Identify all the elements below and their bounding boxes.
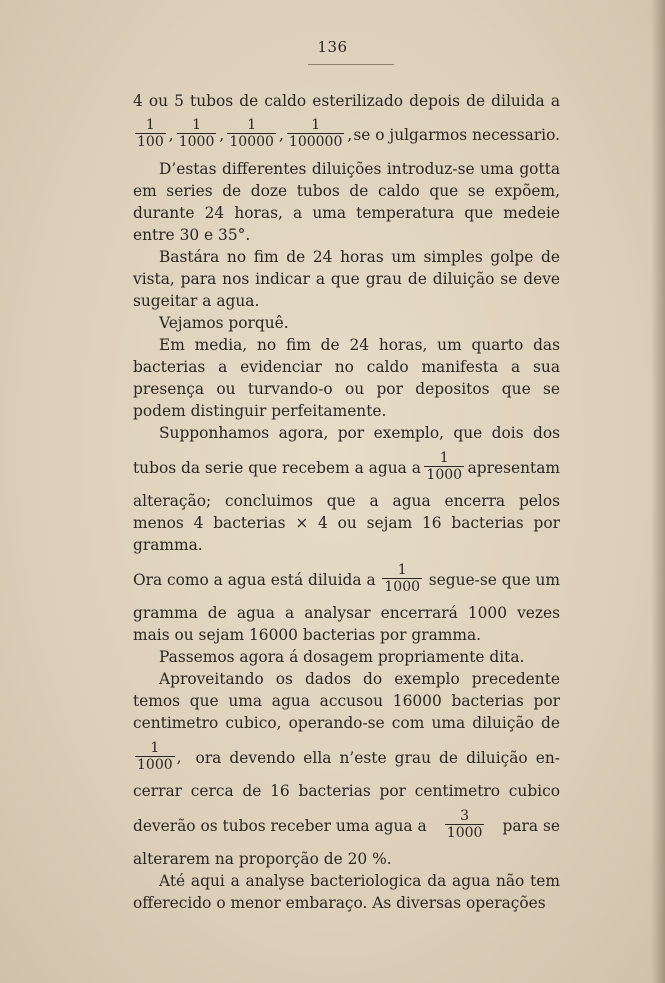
line-1: 4 ou 5 tubos de caldo esterilizado depois de diluida a bbox=[133, 92, 560, 110]
paragraph-3: Bastára no fim de 24 horas um simples golpe de vista, para nos indicar a que grau de diluição se deve sugeitar a agua. bbox=[133, 248, 560, 310]
paragraph-5: Em media, no fim de 24 horas, um quarto das bacterias a evidenciar no caldo manifesta a sua presença ou turvando-o ou por depositos que se podem distinguir perfeitamente. bbox=[133, 336, 560, 420]
paragraph-2: D’estas differentes diluições introduz-se uma gotta em series de doze tubos de caldo que se expõem, durante 24 horas, a uma temperatura que medeie entre 30 e 35°. bbox=[133, 160, 560, 244]
header-rule bbox=[308, 64, 394, 65]
fraction-1-1000: $\frac{1}{1000}$ bbox=[384, 561, 421, 595]
paragraph-8-fraction-line-1: $\frac{1}{1000}$ , ora devendo ella n’este grau de diluição en- bbox=[137, 739, 560, 773]
paragraph-7: Passemos agora á dosagem propriamente dita. bbox=[159, 648, 525, 666]
paragraph-6-fraction-line-1: tubos da serie que recebem a agua a $\frac{1}{1000}$ apresentam bbox=[133, 449, 560, 483]
fraction-line: $\frac{1}{100}$ , $\frac{1}{1000}$ , $\frac{1}{10000}$ , $\frac{1}{100000}$ , se o julgarmos necessario. bbox=[137, 116, 560, 150]
paragraph-8-line-5: alterarem na proporção de 20 %. bbox=[133, 850, 392, 868]
paragraph-6-line-5: gramma de agua a analysar encerrará 1000 vezes mais ou sejam 16000 bacterias por gramma. bbox=[133, 604, 560, 644]
paragraph-6-line-3: alteração; concluimos que a agua encerra pelos menos 4 bacterias × 4 ou sejam 16 bacterias por gramma. bbox=[133, 492, 560, 554]
fraction-3-1000: $\frac{3}{1000}$ bbox=[446, 807, 483, 841]
line-2-tail: se o julgarmos necessario. bbox=[353, 126, 560, 144]
paragraph-8-fraction-line-2: deverão os tubos receber uma agua a $\frac{3}{1000}$ para se bbox=[133, 807, 560, 841]
paragraph-6-fraction-line-2: Ora como a agua está diluida a $\frac{1}{1000}$ segue-se que um bbox=[133, 561, 560, 595]
page-edge-shadow bbox=[651, 0, 665, 983]
paragraph-8-line-3: cerrar cerca de 16 bacterias por centimetro cubico bbox=[133, 782, 560, 800]
fraction-1-100: $\frac{1}{100}$ bbox=[137, 116, 164, 150]
paragraph-8-line-1: Aproveitando os dados do exemplo precedente temos que uma agua accusou 16000 bacterias por centimetro cubico, operando-se com uma diluição de bbox=[133, 670, 560, 732]
fraction-1-100000: $\frac{1}{100000}$ bbox=[288, 116, 343, 150]
paragraph-9: Até aqui a analyse bacteriologica da agua não tem offerecido o menor embaraço. As diversas operações bbox=[133, 872, 560, 912]
fraction-1-1000: $\frac{1}{1000}$ bbox=[178, 116, 215, 150]
page-number: 136 bbox=[317, 38, 348, 56]
paragraph-6-line-1: Supponhamos agora, por exemplo, que dois dos bbox=[159, 424, 560, 442]
body-text bbox=[133, 90, 560, 914]
paragraph-4: Vejamos porquê. bbox=[159, 314, 289, 332]
fraction-1-1000: $\frac{1}{1000}$ bbox=[137, 739, 173, 773]
fraction-1-1000: $\frac{1}{1000}$ bbox=[426, 449, 463, 483]
fraction-1-10000: $\frac{1}{10000}$ bbox=[229, 116, 274, 150]
